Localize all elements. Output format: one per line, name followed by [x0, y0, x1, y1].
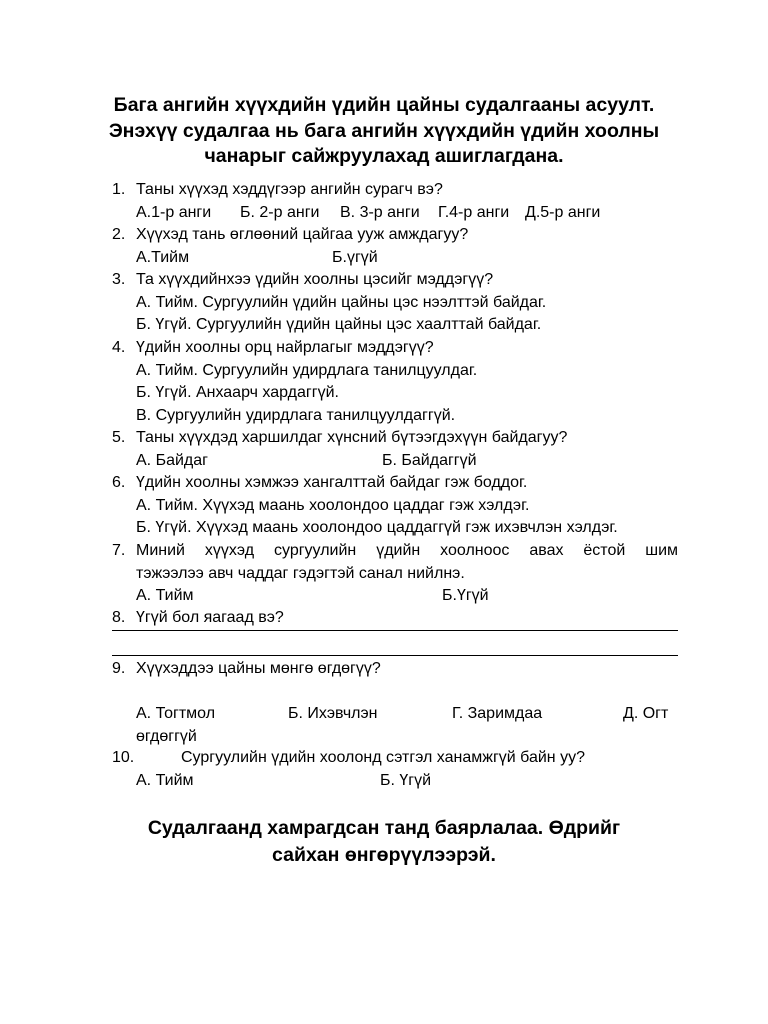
question-text: Хүүхэд тань өглөөний цайгаа ууж амждагуу?	[136, 226, 469, 243]
answer-option: Д.5-р анги	[525, 203, 601, 221]
answer-option: В. 3-р анги	[340, 203, 420, 221]
question-text: Үгүй бол яагаад вэ?	[136, 609, 284, 626]
question-number: 9.	[112, 660, 126, 677]
answer-option: Б. Үгүй	[380, 771, 432, 789]
title-line: чанарыг сайжруулахад ашиглагдана.	[204, 145, 564, 167]
answer-option: Б. Байдаггүй	[382, 451, 477, 469]
answer-option: Д. Огт	[623, 705, 669, 722]
question-text: Та хүүхдийнхээ үдийн хоолны цэсийг мэддэгүү?	[136, 271, 494, 288]
answer-option: Г.4-р анги	[438, 203, 510, 221]
question-text: Үдийн хоолны орц найрлагыг мэддэгүү?	[136, 339, 434, 356]
answer-options	[136, 585, 678, 608]
answer-option: Б.үгүй	[332, 248, 378, 266]
answer-option: В. Сургуулийн удирдлага танилцуулдаггүй.	[136, 406, 456, 424]
answer-option: А. Тийм	[136, 771, 194, 789]
answer-option: А. Тийм. Хүүхэд маань хоолондоо цаддаг гэж хэлдэг.	[136, 496, 530, 514]
answer-options	[112, 770, 678, 793]
answer-option: Б. Үгүй. Хүүхэд маань хоолондоо цаддаггүй гэж ихэвчлэн хэлдэг.	[136, 519, 618, 536]
question-number: 2.	[112, 226, 126, 243]
question-text: Сургуулийн үдийн хоолонд сэтгэл ханамжгүй байн уу?	[181, 749, 585, 766]
answer-option: Б. 2-р анги	[240, 203, 320, 221]
answer-option: А. Тийм. Сургуулийн удирдлага танилцуулдаг.	[136, 361, 478, 379]
answer-options	[136, 450, 678, 473]
title-line: Энэхүү судалгаа нь бага ангийн хүүхдийн үдийн хоолны	[108, 119, 660, 142]
question-number: 4.	[112, 339, 126, 356]
question-text: Хүүхэддээ цайны мөнгө өгдөгүү?	[136, 660, 381, 677]
answer-options	[136, 247, 678, 270]
footer-line: Судалгаанд хамрагдсан танд баярлалаа. Өдрийг	[147, 817, 621, 839]
question-9-options	[112, 703, 678, 748]
answer-option: Б. Үгүй. Сургуулийн үдийн цайны цэс хаалттай байдаг.	[136, 316, 542, 333]
answer-option: Б. Ихэвчлэн	[288, 705, 378, 722]
question-number: 1.	[112, 181, 126, 198]
thank-you-message	[120, 815, 648, 869]
answer-options	[136, 202, 678, 225]
question-text: Үдийн хоолны хэмжээ хангалттай байдаг гэж боддог.	[136, 474, 528, 491]
answer-option: А. Тийм	[136, 587, 194, 604]
answer-option: А. Тогтмол	[136, 705, 216, 722]
answer-option-wrap: өгдөггүй	[136, 727, 197, 745]
question-text: Таны хүүхэд хэддүгээр ангийн сурагч вэ?	[136, 181, 443, 198]
answer-option: А.1-р анги	[136, 203, 212, 221]
question-number: 5.	[112, 429, 126, 446]
question-text: тэжээлээ авч чаддаг гэдэгтэй санал нийлнэ.	[136, 564, 465, 582]
answer-option: А. Тийм. Сургуулийн үдийн цайны цэс нээлттэй байдаг.	[136, 293, 547, 311]
question-number: 8.	[112, 609, 126, 626]
answer-option: Б. Үгүй. Анхаарч хардаггүй.	[136, 384, 339, 401]
footer-line: сайхан өнгөрүүлээрэй.	[272, 844, 496, 866]
answer-option: А.Тийм	[136, 248, 190, 266]
answer-line	[112, 655, 678, 656]
title-line: Бага ангийн хүүхдийн үдийн цайны судалгааны асуулт.	[113, 94, 655, 116]
answer-option: А. Байдаг	[136, 451, 208, 469]
answer-option: Г. Заримдаа	[452, 705, 543, 722]
question-number: 10.	[112, 749, 135, 766]
answer-line	[112, 630, 678, 631]
answer-options	[112, 703, 678, 726]
answer-option: Б.Үгүй	[442, 587, 489, 604]
question-text: Миний хүүхэд сургуулийн үдийн хоолноос авах ёстой шим	[136, 542, 678, 559]
page-title	[80, 93, 688, 170]
question-text: Таны хүүхдэд харшилдаг хүнсний бүтээгдэхүүн байдагуу?	[136, 429, 568, 446]
question-number: 7.	[112, 542, 126, 559]
question-number: 6.	[112, 474, 126, 491]
question-number: 3.	[112, 271, 126, 288]
